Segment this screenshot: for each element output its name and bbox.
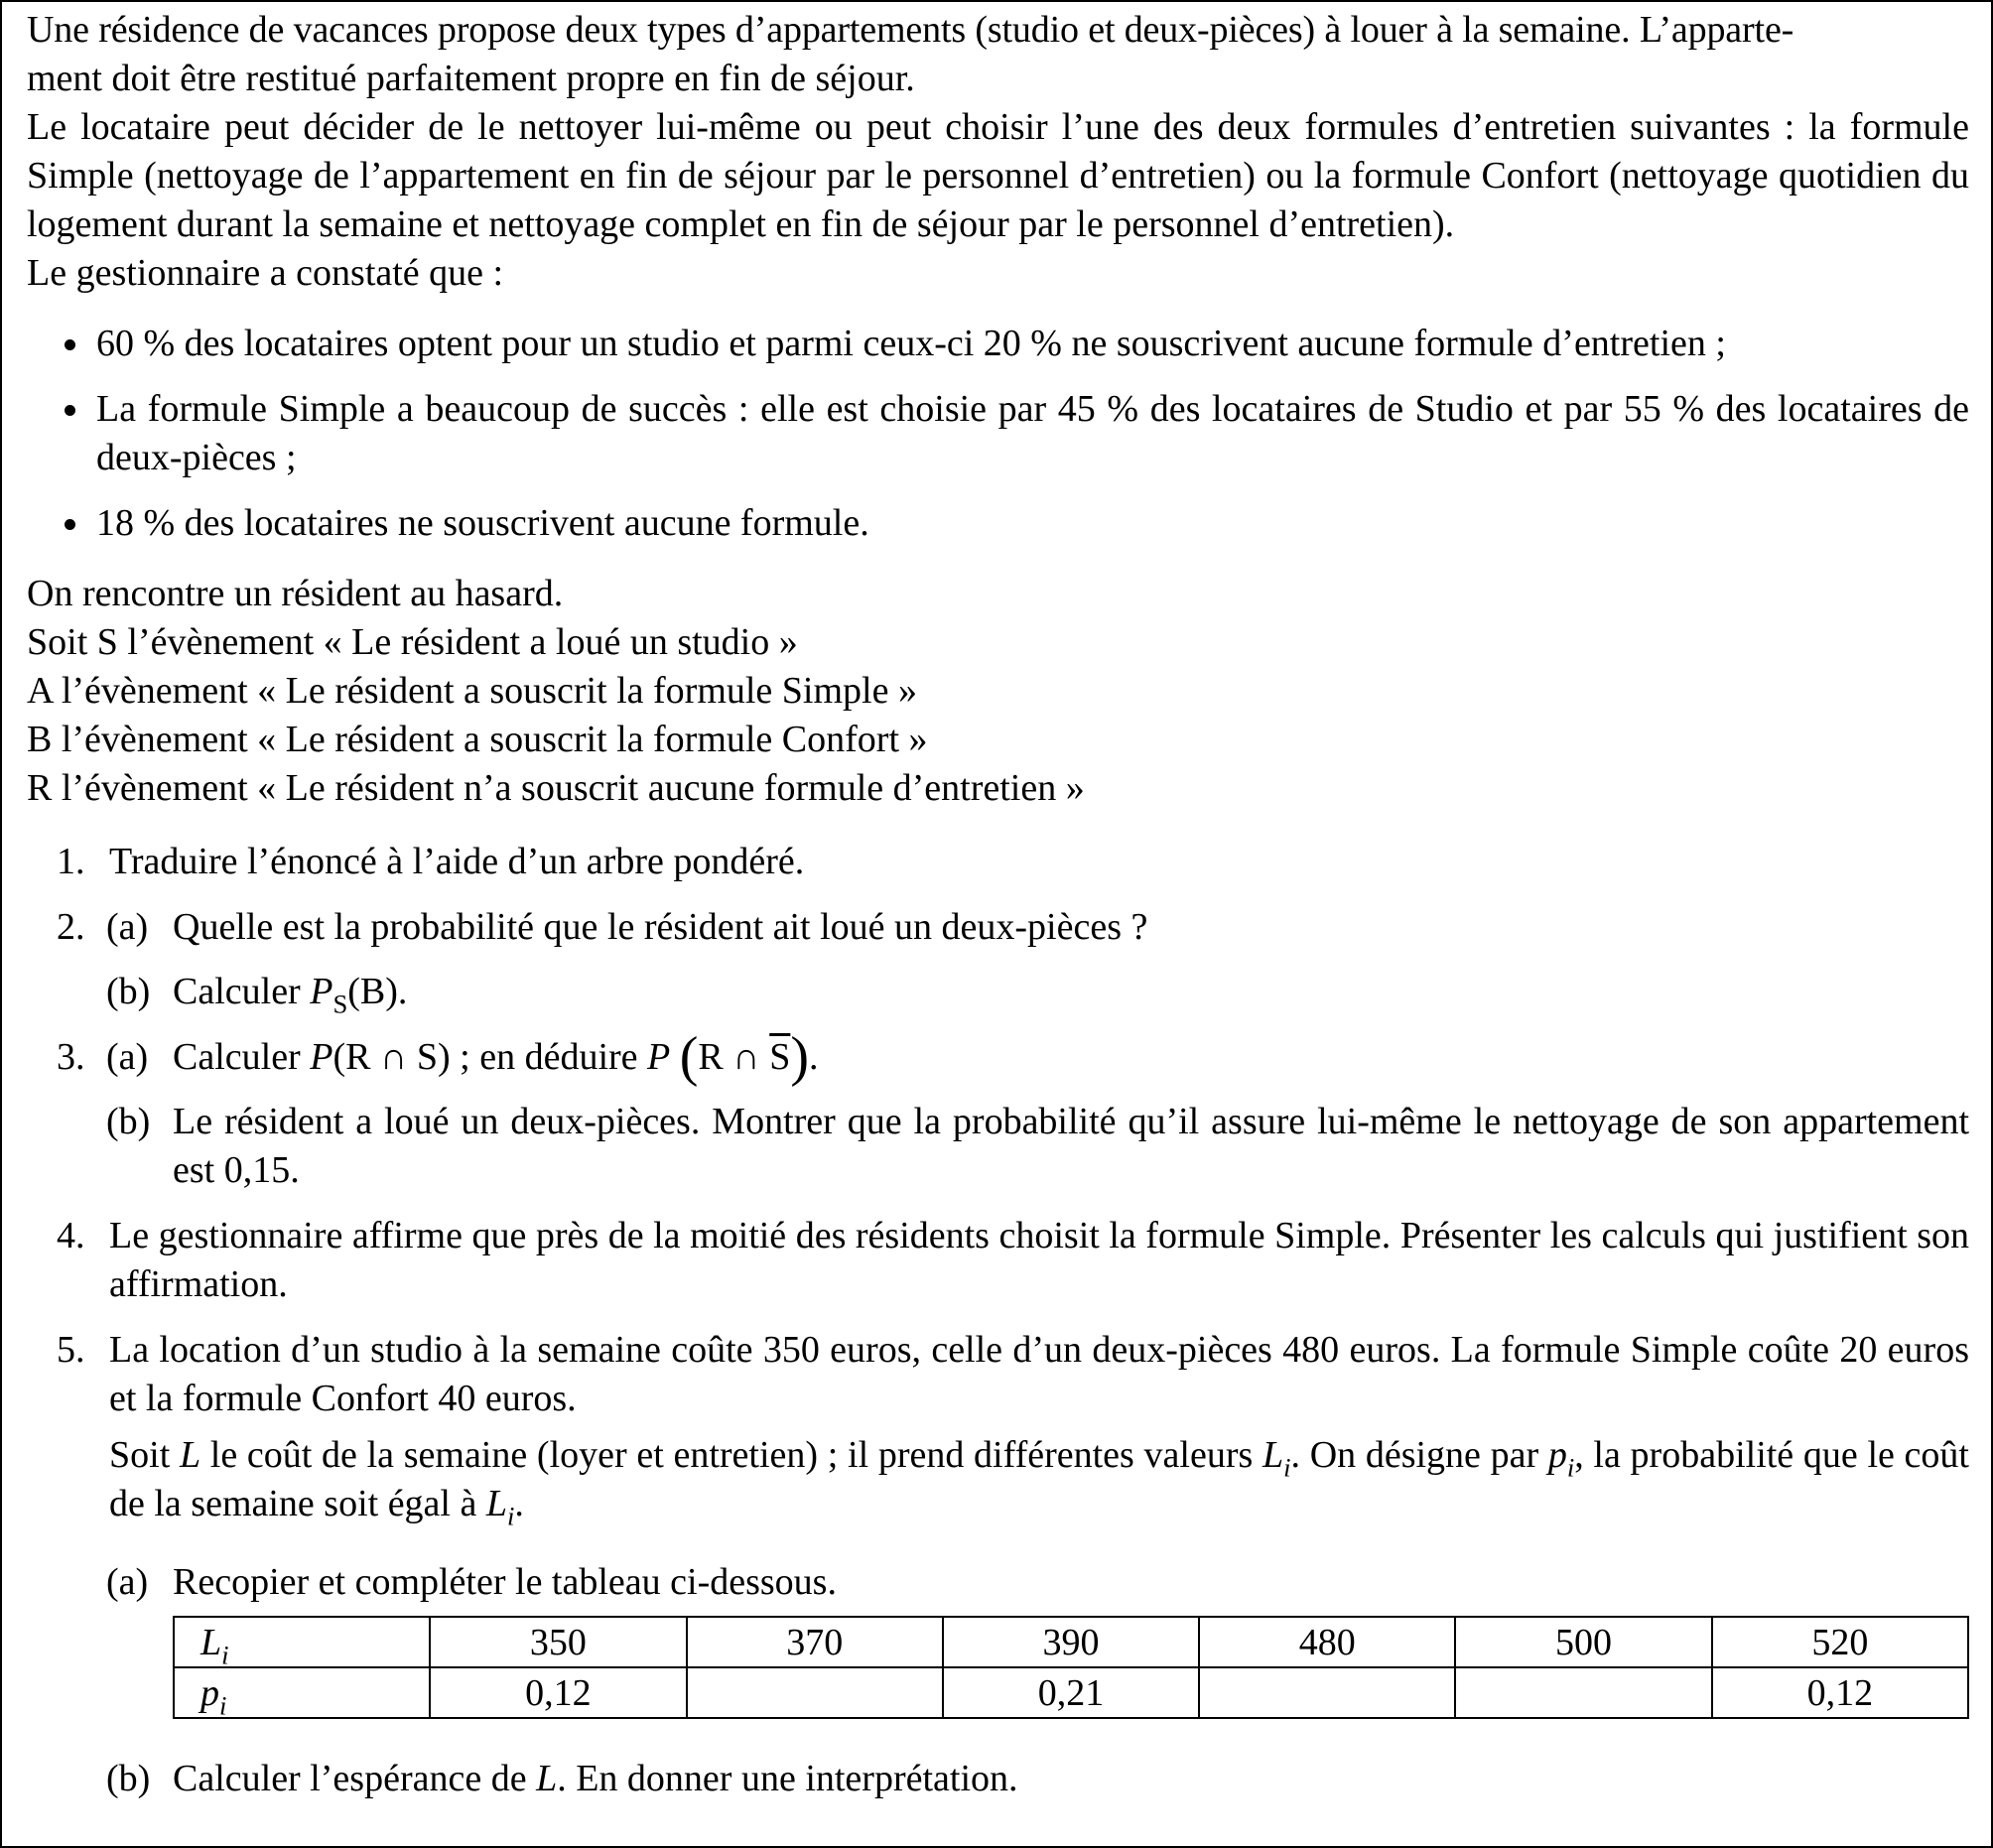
intro-line-1: Une résidence de vacances propose deux types d’appartements (studio et deux-pièces) à louer à la semaine. L’apparte- bbox=[27, 9, 1794, 51]
p-symbol: p bbox=[200, 1671, 219, 1714]
q5-def-b: le coût de la semaine (loyer et entretien) ; il prend différentes valeurs bbox=[200, 1434, 1254, 1476]
q3a-right-paren: ) bbox=[790, 1026, 810, 1088]
q3a-left-paren: ( bbox=[679, 1026, 699, 1088]
question-2b-label: (b) bbox=[106, 971, 151, 1012]
table-cell: 370 bbox=[687, 1617, 943, 1667]
question-3a-label: (a) bbox=[106, 1036, 149, 1078]
q5-def-d: , la probabilité que le coût de la semaine soit égal à bbox=[109, 1434, 1969, 1524]
table-cell: 0,12 bbox=[430, 1667, 686, 1718]
q2b-pre: Calculer bbox=[173, 971, 301, 1012]
q5-def-L: L bbox=[179, 1434, 201, 1476]
event-line-S: Soit S l’évènement « Le résident a loué un studio » bbox=[27, 621, 798, 663]
intro-line-2: ment doit être restitué parfaitement propre en fin de séjour. bbox=[27, 58, 915, 99]
q5-def-Li2: L bbox=[485, 1483, 507, 1524]
q3a-P2: P bbox=[647, 1036, 671, 1078]
question-5-definition bbox=[109, 1431, 1969, 1531]
intro-options-paragraph: Le locataire peut décider de le nettoyer lui-même ou peut choisir l’une des deux formules d’entretien suivantes : la formule Simple (nettoyage de l’appartement en fin de séjour par le personnel d’entretien) ou la formule Confort (nettoyage quotidien du logement durant la semaine et nettoyage complet en fin de séjour par le personnel d’entretien). bbox=[27, 106, 1969, 245]
q3a-P: P bbox=[310, 1036, 333, 1078]
question-2a-label: (a) bbox=[106, 906, 149, 948]
intro-paragraph bbox=[27, 6, 1969, 103]
table-cell bbox=[1455, 1667, 1711, 1718]
L-symbol: L bbox=[200, 1621, 222, 1663]
question-5a-text: Recopier et compléter le tableau ci-dessous. bbox=[173, 1561, 837, 1603]
table-cell: 480 bbox=[1199, 1617, 1455, 1667]
probability-table bbox=[173, 1616, 1969, 1719]
table-row-p bbox=[174, 1667, 1968, 1718]
question-1-text: Traduire l’énoncé à l’aide d’un arbre pondéré. bbox=[109, 841, 805, 882]
question-3-number: 3. bbox=[57, 1036, 85, 1078]
question-1-number: 1. bbox=[57, 841, 85, 882]
event-line-B: B l’évènement « Le résident a souscrit la formule Confort » bbox=[27, 719, 928, 760]
bullet-item-3: 18 % des locataires ne souscrivent aucune formule. bbox=[96, 499, 1969, 548]
question-5-number: 5. bbox=[57, 1329, 85, 1371]
q3a-end: . bbox=[809, 1036, 819, 1078]
events-block bbox=[27, 570, 1969, 813]
q2b-sub: S bbox=[332, 989, 348, 1019]
question-3b-text: Le résident a loué un deux-pièces. Montrer que la probabilité qu’il assure lui-même le nettoyage de son appartement est 0,15. bbox=[173, 1101, 1969, 1191]
q2b-post: (B). bbox=[347, 971, 408, 1012]
q5b-pre: Calculer l’espérance de bbox=[173, 1758, 527, 1799]
p-subscript: i bbox=[219, 1689, 227, 1720]
q5-def-i3: i bbox=[507, 1501, 515, 1531]
q3a-arg: (R ∩ S) bbox=[332, 1036, 451, 1078]
table-cell: 0,21 bbox=[943, 1667, 1199, 1718]
bullet-item-1: 60 % des locataires optent pour un studio et parmi ceux-ci 20 % ne souscrivent aucune formule d’entretien ; bbox=[96, 320, 1969, 368]
event-line-A: A l’évènement « Le résident a souscrit la formule Simple » bbox=[27, 670, 917, 712]
table-header-L bbox=[174, 1617, 430, 1667]
table-cell: 390 bbox=[943, 1617, 1199, 1667]
q5-def-e: . bbox=[514, 1483, 524, 1524]
table-row-L bbox=[174, 1617, 1968, 1667]
question-2-number: 2. bbox=[57, 906, 85, 948]
q3a-mid: ; en déduire bbox=[450, 1036, 638, 1078]
table-cell: 350 bbox=[430, 1617, 686, 1667]
L-subscript: i bbox=[221, 1639, 229, 1669]
table-cell: 500 bbox=[1455, 1617, 1711, 1667]
question-3b-label: (b) bbox=[106, 1101, 151, 1142]
q5b-post: . En donner une interprétation. bbox=[557, 1758, 1018, 1799]
q3a-pre: Calculer bbox=[173, 1036, 301, 1078]
question-5a-label: (a) bbox=[106, 1561, 149, 1603]
bullet-item-2: La formule Simple a beaucoup de succès : elle est choisie par 45 % des locataires de Studio et par 55 % des locataires de deux-pièces ; bbox=[96, 385, 1969, 482]
table-header-p bbox=[174, 1667, 430, 1718]
q5-def-a: Soit bbox=[109, 1434, 171, 1476]
event-line-intro: On rencontre un résident au hasard. bbox=[27, 573, 564, 614]
table-cell: 0,12 bbox=[1712, 1667, 1968, 1718]
q3a-R: R ∩ bbox=[698, 1036, 770, 1078]
question-5b-text bbox=[173, 1755, 1969, 1803]
question-2b-text bbox=[173, 968, 1969, 1019]
q5-def-c: . On désigne par bbox=[1290, 1434, 1539, 1476]
question-5-text: La location d’un studio à la semaine coûte 350 euros, celle d’un deux-pièces 480 euros. La formule Simple coûte 20 euros et la formule Confort 40 euros. bbox=[109, 1329, 1969, 1419]
table-cell bbox=[1199, 1667, 1455, 1718]
q5-def-i1: i bbox=[1283, 1452, 1291, 1483]
event-line-R: R l’évènement « Le résident n’a souscrit aucune formule d’entretien » bbox=[27, 767, 1085, 809]
question-2a-text: Quelle est la probabilité que le résident ait loué un deux-pièces ? bbox=[173, 906, 1148, 948]
question-4-number: 4. bbox=[57, 1215, 85, 1256]
q5-def-i2: i bbox=[1566, 1452, 1575, 1483]
question-5b-label: (b) bbox=[106, 1758, 151, 1799]
q5-def-pi: p bbox=[1547, 1434, 1567, 1476]
question-4-text: Le gestionnaire affirme que près de la moitié des résidents choisit la formule Simple. Présenter les calculs qui justifient son affirmation. bbox=[109, 1215, 1969, 1305]
question-3a-text bbox=[173, 1026, 1969, 1088]
q3a-S-bar: $\overline{S}$ bbox=[769, 1036, 791, 1078]
q5b-L: L bbox=[536, 1758, 558, 1799]
table-cell bbox=[687, 1667, 943, 1718]
table-cell: 520 bbox=[1712, 1617, 1968, 1667]
q5-def-Li: L bbox=[1262, 1434, 1284, 1476]
intro-observation: Le gestionnaire a constaté que : bbox=[27, 252, 504, 294]
q2b-P: P bbox=[310, 971, 333, 1012]
